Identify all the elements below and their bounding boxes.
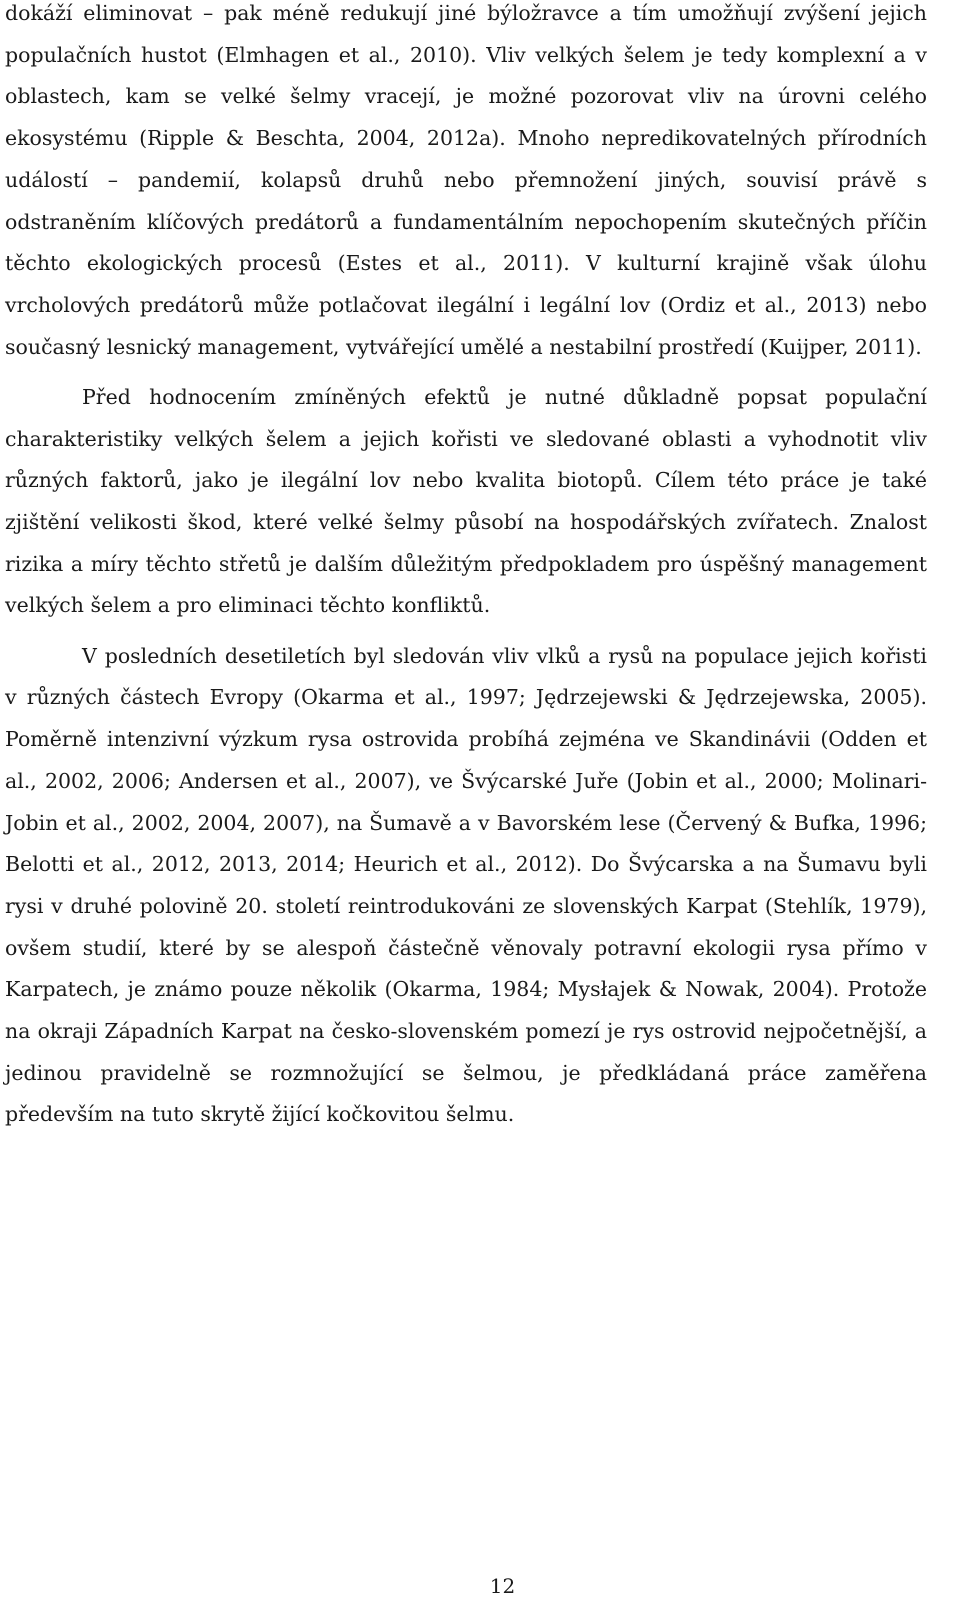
body-text: [5, 0, 927, 1136]
paragraph-1: dokáží eliminovat – pak méně redukují jiné býložravce a tím umožňují zvýšení jejich populačních hustot (Elmhagen et al., 2010). Vliv velkých šelem je tedy komplexní a v oblastech, kam se velké šelmy vracejí, je možné pozorovat vliv na úrovni celého ekosystému (Ripple & Beschta, 2004, 2012a). Mnoho nepredikovatelných přírodních událostí – pandemií, kolapsů druhů nebo přemnožení jiných, souvisí právě s odstraněním klíčových predátorů a fundamentálním nepochopením skutečných příčin těchto ekologických procesů (Estes et al., 2011). V kulturní krajině však úlohu vrcholových predátorů může potlačovat ilegální i legální lov (Ordiz et al., 2013) nebo současný lesnický management, vytvářející umělé a nestabilní prostředí (Kuijper, 2011).: [5, 1, 927, 359]
paragraph-2: Před hodnocením zmíněných efektů je nutné důkladně popsat populační charakteristiky velkých šelem a jejich kořisti ve sledované oblasti a vyhodnotit vliv různých faktorů, jako je ilegální lov nebo kvalita biotopů. Cílem této práce je také zjištění velikosti škod, které velké šelmy působí na hospodářských zvířatech. Znalost rizika a míry těchto střetů je dalším důležitým předpokladem pro úspěšný management velkých šelem a pro eliminaci těchto konfliktů.: [5, 384, 927, 618]
paragraph-3: V posledních desetiletích byl sledován vliv vlků a rysů na populace jejich kořisti v různých částech Evropy (Okarma et al., 1997; Jędrzejewski & Jędrzejewska, 2005). Poměrně intenzivní výzkum rysa ostrovida probíhá zejména ve Skandinávii (Odden et al., 2002, 2006; Andersen et al., 2007), ve Švýcarské Juře (Jobin et al., 2000; Molinari-Jobin et al., 2002, 2004, 2007), na Šumavě a v Bavorském lese (Červený & Bufka, 1996; Belotti et al., 2012, 2013, 2014; Heurich et al., 2012). Do Švýcarska a na Šumavu byli rysi v druhé polovině 20. století reintrodukováni ze slovenských Karpat (Stehlík, 1979), ovšem studií, které by se alespoň částečně věnovaly potravní ekologii rysa přímo v Karpatech, je známo pouze několik (Okarma, 1984; Mysłajek & Nowak, 2004). Protože na okraji Západních Karpat na česko-slovenském pomezí je rys ostrovid nejpočetnější, a jedinou pravidelně se rozmnožující se šelmou, je předkládaná práce zaměřena především na tuto skrytě žijící kočkovitou šelmu.: [5, 643, 927, 1127]
page-number: 12: [489, 1574, 516, 1598]
